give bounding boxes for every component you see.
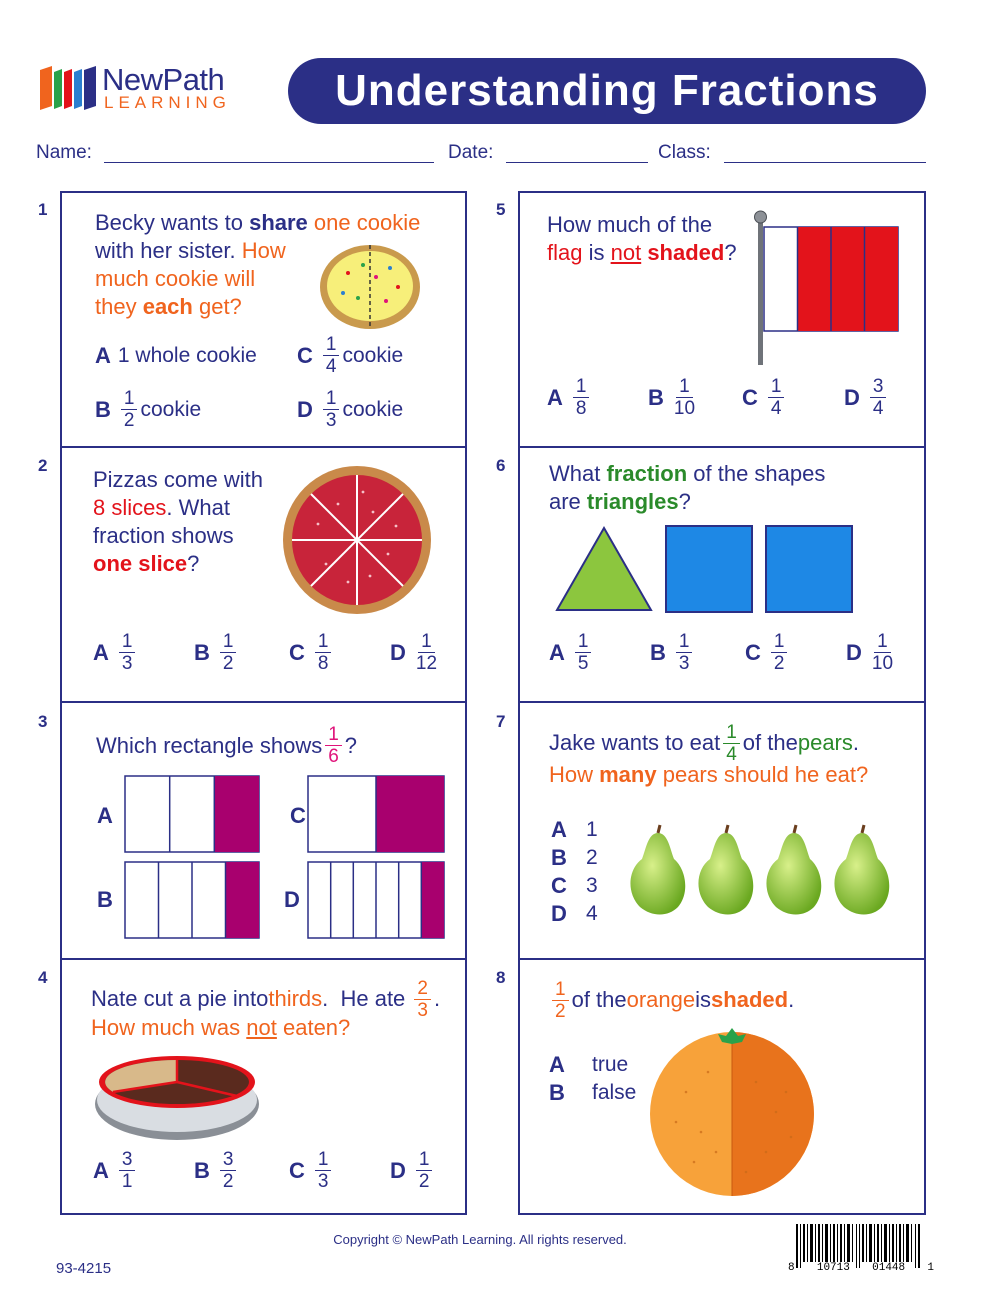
option-a[interactable]: A $\frac{3}{1}$ xyxy=(93,1150,138,1191)
barcode-digit: 10713 xyxy=(816,1262,850,1274)
square-shape xyxy=(764,524,854,614)
question-number: 2 xyxy=(38,456,48,475)
name-field[interactable] xyxy=(104,162,434,163)
question-3-box xyxy=(60,701,467,960)
question-5-text: How much of the flag is not shaded? xyxy=(547,212,737,265)
option-a[interactable]: A $\frac{1}{5}$ xyxy=(549,632,594,673)
logo-wordmark: NewPath xyxy=(102,62,225,97)
date-field[interactable] xyxy=(506,162,648,163)
question-4-box xyxy=(60,958,467,1215)
question-number: 7 xyxy=(496,712,506,731)
newpath-logo xyxy=(40,64,272,114)
option-b[interactable]: B $\frac{1}{2}$ cookie xyxy=(95,388,202,431)
option-b[interactable]: B $\frac{1}{2}$ xyxy=(194,632,239,673)
question-5-box xyxy=(518,191,926,448)
rectangle-a-thirds[interactable] xyxy=(124,775,260,853)
date-label: Date: xyxy=(448,142,494,163)
option-d[interactable]: D $\frac{3}{4}$ xyxy=(844,377,889,418)
rectangle-b-fourths[interactable] xyxy=(124,861,260,939)
rectangle-d-sixths[interactable] xyxy=(307,861,445,939)
option-d[interactable]: D $\frac{1}{12}$ xyxy=(390,631,438,674)
logo-subtitle: LEARNING xyxy=(104,93,231,112)
option-c[interactable]: C 3 xyxy=(551,873,598,898)
question-2-text: Pizzas come with 8 slices. What fraction shows one slice? xyxy=(93,467,263,576)
option-a[interactable]: A $\frac{1}{8}$ xyxy=(547,377,592,418)
barcode-digit: 8 xyxy=(788,1262,795,1274)
product-code: 93-4215 xyxy=(56,1260,112,1277)
question-number: 6 xyxy=(496,456,506,475)
question-1-box xyxy=(60,191,467,448)
question-4-text: Nate cut a pie into thirds . He ate $\frac{2}{3}$ . How much was not eaten? xyxy=(91,977,441,1040)
option-d[interactable]: D xyxy=(284,887,300,912)
class-field[interactable] xyxy=(724,162,926,163)
name-label: Name: xyxy=(36,142,92,163)
option-b[interactable]: B $\frac{3}{2}$ xyxy=(194,1150,239,1191)
copyright-text: Copyright © NewPath Learning. All rights reserved. xyxy=(333,1232,627,1247)
page-title: Understanding Fractions xyxy=(288,58,926,124)
barcode-digit: 1 xyxy=(927,1262,934,1274)
rectangle-c-halves[interactable] xyxy=(307,775,445,853)
question-number: 5 xyxy=(496,200,506,219)
question-number: 8 xyxy=(496,968,506,987)
pizza-image xyxy=(278,464,436,616)
option-c[interactable]: C $\frac{1}{8}$ xyxy=(289,632,334,673)
option-b[interactable]: B $\frac{1}{10}$ xyxy=(648,376,696,419)
question-number: 1 xyxy=(38,200,48,219)
student-info-row xyxy=(36,140,928,170)
question-6-box xyxy=(518,446,926,703)
option-a[interactable]: A 1 whole cookie xyxy=(95,343,257,368)
option-a[interactable]: A true xyxy=(549,1052,629,1077)
option-a[interactable]: A xyxy=(97,803,113,828)
question-6-text: What fraction of the shapes are triangles? xyxy=(549,461,826,514)
question-8-text: $\frac{1}{2}$ of the orange is shaded . xyxy=(549,984,919,1016)
option-c[interactable]: C xyxy=(290,803,306,828)
option-d[interactable]: D 4 xyxy=(551,901,598,926)
barcode-number xyxy=(788,1262,934,1274)
question-7-text: Jake wants to eat $\frac{1}{4}$ of the pears . How many pears should he eat? xyxy=(549,721,869,787)
option-a[interactable]: A 1 xyxy=(551,817,598,842)
option-c[interactable]: C $\frac{1}{4}$ cookie xyxy=(297,334,404,377)
question-number: 3 xyxy=(38,712,48,731)
orange-image xyxy=(646,1022,818,1198)
option-c[interactable]: C $\frac{1}{3}$ xyxy=(289,1150,334,1191)
option-b[interactable]: B xyxy=(97,887,113,912)
option-c[interactable]: C $\frac{1}{2}$ xyxy=(745,632,790,673)
option-a[interactable]: A $\frac{1}{3}$ xyxy=(93,632,138,673)
question-3-text: Which rectangle shows $\frac{1}{6}$ ? xyxy=(96,724,358,767)
question-7-box xyxy=(518,701,926,960)
pie-image xyxy=(92,1052,262,1144)
question-2-box xyxy=(60,446,467,703)
square-shape xyxy=(664,524,754,614)
option-b[interactable]: B $\frac{1}{3}$ xyxy=(650,632,695,673)
question-number: 4 xyxy=(38,968,48,987)
flag-image xyxy=(748,209,902,367)
option-c[interactable]: C $\frac{1}{4}$ xyxy=(742,377,787,418)
option-b[interactable]: B 2 xyxy=(551,845,598,870)
question-1-text: Becky wants to share one cookie with her sister. How much cookie will they each get? xyxy=(95,210,421,319)
triangle-shape xyxy=(554,524,654,614)
class-label: Class: xyxy=(658,142,711,163)
option-d[interactable]: D $\frac{1}{3}$ cookie xyxy=(297,388,404,431)
pears-image xyxy=(624,823,900,917)
option-d[interactable]: D $\frac{1}{2}$ xyxy=(390,1150,435,1191)
question-8-box xyxy=(518,958,926,1215)
option-b[interactable]: B false xyxy=(549,1080,637,1105)
book-logo-icon xyxy=(40,66,96,112)
option-d[interactable]: D $\frac{1}{10}$ xyxy=(846,631,894,674)
barcode-digit: 01448 xyxy=(872,1262,906,1274)
cookie-image xyxy=(318,243,422,331)
